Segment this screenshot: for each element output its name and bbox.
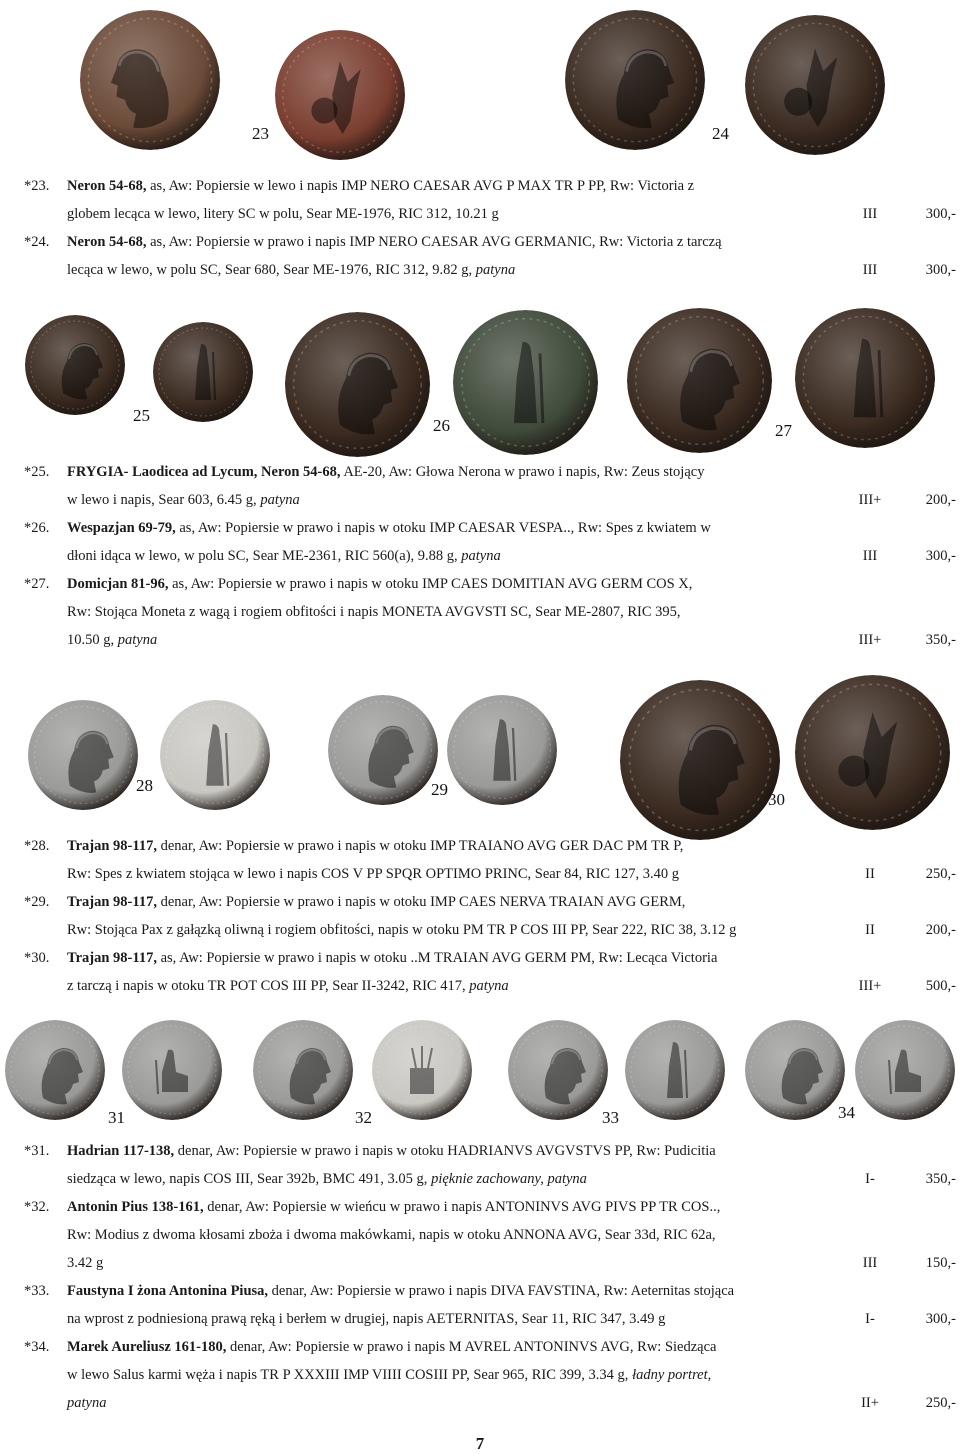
coin-24-reverse (745, 15, 885, 155)
lot-description-line (67, 947, 717, 969)
lot-price: 250,- (925, 866, 956, 882)
lot-price: 300,- (925, 206, 956, 222)
lot-condition-note: patyna (117, 632, 158, 648)
coin-26-obverse (285, 312, 430, 457)
lot-description-text: Rw: Spes z kwiatem stojąca w lewo i napis COS V PP SPQR OPTIMO PRINC, Sear 84, RIC 127, 3.40 g (67, 866, 679, 882)
lot-number: *29. (24, 894, 50, 910)
coin-27-reverse (795, 308, 935, 448)
lot-description-text: z tarczą i napis w otoku TR POT COS III PP, Sear II-3242, RIC 417, (67, 978, 470, 994)
lot-price: 500,- (925, 978, 956, 994)
lot-price: 200,- (925, 922, 956, 938)
coin-32-obverse (253, 1020, 353, 1120)
lot-description-text: denar, Aw: Popiersie w prawo i napis w otoku IMP TRAIANO AVG GER DAC PM TR P, (156, 838, 684, 854)
lot-description-line (67, 975, 509, 997)
lot-number: *24. (24, 234, 50, 250)
lot-number: *28. (24, 838, 50, 854)
lot-description-text: globem lecąca w lewo, litery SC w polu, Sear ME-1976, RIC 312, 10.21 g (67, 206, 499, 222)
lot-description-text: AE-20, Aw: Głowa Nerona w prawo i napis, Rw: Zeus stojący (340, 464, 705, 480)
coin-29-reverse (447, 695, 557, 805)
coin-34-obverse (745, 1020, 845, 1120)
lot-description-text: dłoni idąca w lewo, w polu SC, Sear ME-2361, RIC 560(a), 9.88 g, (67, 548, 462, 564)
lot-description-text: Rw: Stojąca Pax z gałązką oliwną i rogiem obfitości, napis w otoku PM TR P COS III PP, Sear 222, RIC 38, 3.12 g (67, 922, 737, 938)
lot-ruler-name: Antonin Pius 138-161, (67, 1199, 204, 1215)
lot-description-text: denar, Aw: Popiersie w prawo i napis M AVREL ANTONINVS AVG, Rw: Siedząca (226, 1339, 717, 1355)
lot-ruler-name: Trajan 98-117, (67, 838, 157, 854)
lot-description-line (67, 489, 300, 511)
lot-grade: II (865, 866, 875, 882)
lot-grade: III+ (858, 492, 882, 508)
coin-30-reverse (795, 675, 950, 830)
lot-grade: III (862, 262, 878, 278)
lot-description-line (67, 203, 499, 225)
lot-description-text: as, Aw: Popiersie w lewo i napis IMP NERO CAESAR AVG P MAX TR P PP, Rw: Victoria z (146, 178, 695, 194)
lot-description-line (67, 1308, 665, 1330)
lot-description-text: as, Aw: Popiersie w prawo i napis w otoku IMP CAESAR VESPA.., Rw: Spes z kwiatem w (175, 520, 711, 536)
lot-condition-note: ładny portret, (632, 1367, 712, 1383)
lot-price: 300,- (925, 548, 956, 564)
lot-ruler-name: Faustyna I żona Antonina Piusa, (67, 1283, 269, 1299)
lot-condition-note: patyna (475, 262, 516, 278)
coin-29-obverse (328, 695, 438, 805)
lot-number: *30. (24, 950, 50, 966)
lot-description-line (67, 545, 501, 567)
lot-description-line (67, 891, 685, 913)
lot-description-line (67, 1392, 106, 1414)
lot-description-text: as, Aw: Popiersie w prawo i napis w otoku IMP CAES DOMITIAN AVG GERM COS X, (168, 576, 693, 592)
lot-number: *34. (24, 1339, 50, 1355)
coin-number-24: 24 (712, 124, 729, 143)
coin-number-32: 32 (355, 1108, 372, 1127)
coin-number-23: 23 (252, 124, 269, 143)
lot-price: 350,- (925, 632, 956, 648)
lot-grade: I- (865, 1171, 875, 1187)
lot-description-text: w lewo i napis, Sear 603, 6.45 g, (67, 492, 261, 508)
lot-ruler-name: Marek Aureliusz 161-180, (67, 1339, 227, 1355)
lot-description-line (67, 175, 694, 197)
lot-description-line (67, 835, 683, 857)
coin-30-obverse (620, 680, 780, 840)
lot-grade: II+ (861, 1395, 879, 1411)
coin-number-29: 29 (431, 780, 448, 799)
coin-32-reverse (372, 1020, 472, 1120)
lot-description-line (67, 461, 704, 483)
lot-condition-note: patyna (469, 978, 509, 994)
coin-number-31: 31 (108, 1108, 125, 1127)
lot-description-line (67, 1280, 734, 1302)
lot-condition-note: pięknie zachowany, patyna (431, 1171, 587, 1187)
lot-number: *23. (24, 178, 50, 194)
lot-number: *32. (24, 1199, 50, 1215)
lot-number: *27. (24, 576, 50, 592)
coin-26-reverse (453, 310, 598, 455)
lot-grade: III (862, 548, 878, 564)
lot-ruler-name: Hadrian 117-138, (67, 1143, 175, 1159)
lot-description-text: siedząca w lewo, napis COS III, Sear 392b, BMC 491, 3.05 g, (67, 1171, 432, 1187)
lot-number: *26. (24, 520, 50, 536)
lot-description-line (67, 1140, 716, 1162)
lot-description-text: Rw: Modius z dwoma kłosami zboża i dwoma makówkami, napis w otoku ANNONA AVG, Sear 33d, RIC 62a, (67, 1227, 716, 1243)
lot-description-line (67, 601, 681, 623)
lot-description-line (67, 517, 711, 539)
lot-description-text: 3.42 g (67, 1255, 104, 1271)
lot-description-line (67, 259, 515, 281)
lot-ruler-name: Trajan 98-117, (67, 894, 157, 910)
lot-description-text: as, Aw: Popiersie w prawo i napis IMP NERO CAESAR AVG GERMANIC, Rw: Victoria z tarczą (146, 234, 722, 250)
coin-25-reverse (153, 322, 253, 422)
coin-number-26: 26 (433, 416, 450, 435)
lot-description-line (67, 1224, 716, 1246)
lot-description-text: w lewo Salus karmi węża i napis TR P XXXIII IMP VIIII COSIII PP, Sear 965, RIC 399, 3.34 g, (67, 1367, 633, 1383)
lot-grade: III (862, 206, 878, 222)
lot-ruler-name: Wespazjan 69-79, (67, 520, 176, 536)
lot-description-text: 10.50 g, (67, 632, 118, 648)
coin-31-reverse (122, 1020, 222, 1120)
lot-description-text: denar, Aw: Popiersie w prawo i napis DIVA FAVSTINA, Rw: Aeternitas stojąca (268, 1283, 735, 1299)
lot-ruler-name: Neron 54-68, (67, 178, 147, 194)
lot-description-line (67, 1252, 103, 1274)
lot-grade: III+ (858, 978, 882, 994)
coin-28-reverse (160, 700, 270, 810)
coin-28-obverse (28, 700, 138, 810)
lot-grade: II (865, 922, 875, 938)
lot-price: 150,- (925, 1255, 956, 1271)
coin-24-obverse (565, 10, 705, 150)
lot-price: 300,- (925, 262, 956, 278)
coin-23-reverse (275, 30, 405, 160)
lot-ruler-name: FRYGIA- Laodicea ad Lycum, Neron 54-68, (67, 464, 341, 480)
coin-33-obverse (508, 1020, 608, 1120)
lot-description-text: Rw: Stojąca Moneta z wagą i rogiem obfitości i napis MONETA AVGVSTI SC, Sear ME-2807, RIC 395, (67, 604, 681, 620)
lot-grade: I- (865, 1311, 875, 1327)
coin-27-obverse (627, 308, 772, 453)
lot-ruler-name: Trajan 98-117, (67, 950, 157, 966)
coin-23-obverse (80, 10, 220, 150)
lot-description-line (67, 573, 692, 595)
lot-price: 350,- (925, 1171, 956, 1187)
coin-number-33: 33 (602, 1108, 619, 1127)
lot-number: *25. (24, 464, 50, 480)
coin-number-30: 30 (768, 790, 785, 809)
lot-grade: III+ (858, 632, 882, 648)
lot-condition-note: patyna (260, 492, 300, 508)
lot-description-text: denar, Aw: Popiersie w prawo i napis w otoku IMP CAES NERVA TRAIAN AVG GERM, (156, 894, 686, 910)
coin-number-25: 25 (133, 406, 150, 425)
lot-number: *31. (24, 1143, 50, 1159)
lot-description-line (67, 1196, 720, 1218)
page-number: 7 (475, 1434, 485, 1453)
coin-25-obverse (25, 315, 125, 415)
lot-description-line (67, 1168, 587, 1190)
lot-ruler-name: Domicjan 81-96, (67, 576, 169, 592)
lot-description-text: lecąca w lewo, w polu SC, Sear 680, Sear ME-1976, RIC 312, 9.82 g, (67, 262, 476, 278)
coin-34-reverse (855, 1020, 955, 1120)
lot-description-text: denar, Aw: Popiersie w wieńcu w prawo i napis ANTONINVS AVG PIVS PP TR COS.., (203, 1199, 721, 1215)
lot-description-text: denar, Aw: Popiersie w prawo i napis w otoku HADRIANVS AVGVSTVS PP, Rw: Pudicitia (174, 1143, 716, 1159)
coin-number-34: 34 (838, 1103, 855, 1122)
lot-price: 300,- (925, 1311, 956, 1327)
lot-price: 250,- (925, 1395, 956, 1411)
lot-description-line (67, 919, 736, 941)
lot-condition-note: patyna (461, 548, 501, 564)
lot-description-line (67, 863, 679, 885)
lot-price: 200,- (925, 492, 956, 508)
coin-number-28: 28 (136, 776, 153, 795)
lot-description-line (67, 231, 722, 253)
lot-description-text: na wprost z podniesioną prawą ręką i berłem w drugiej, napis AETERNITAS, Sear 11, RIC 347, 3.49 g (67, 1311, 666, 1327)
lot-description-text: as, Aw: Popiersie w prawo i napis w otoku ..M TRAIAN AVG GERM PM, Rw: Lecąca Victoria (156, 950, 718, 966)
lot-description-line (67, 629, 157, 651)
coin-31-obverse (5, 1020, 105, 1120)
lot-ruler-name: Neron 54-68, (67, 234, 147, 250)
coin-number-27: 27 (775, 421, 792, 440)
lot-description-line (67, 1336, 716, 1358)
lot-number: *33. (24, 1283, 50, 1299)
lot-description-line (67, 1364, 711, 1386)
lot-grade: III (862, 1255, 878, 1271)
lot-condition-note: patyna (67, 1395, 107, 1411)
coin-33-reverse (625, 1020, 725, 1120)
